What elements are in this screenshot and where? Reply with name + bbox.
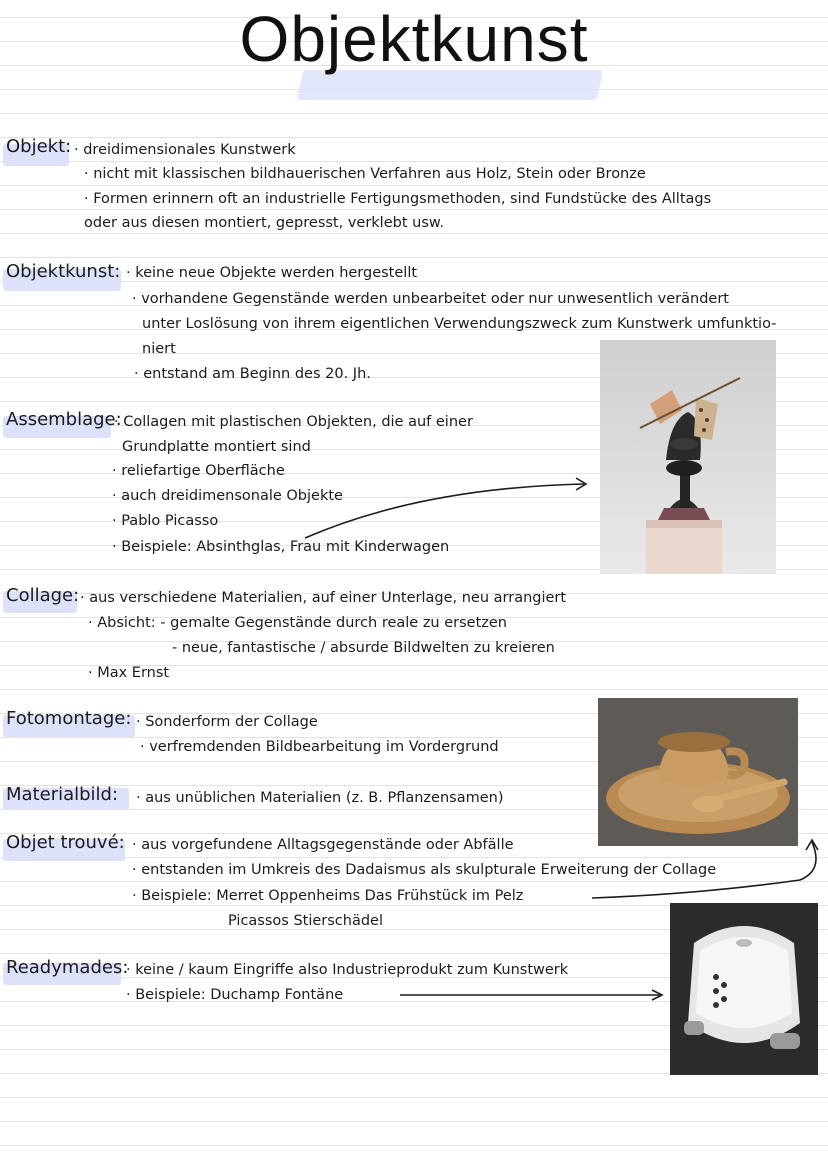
- assemblage-line-3: · reliefartige Oberfläche: [112, 463, 285, 479]
- assemblage-line-4: · auch dreidimensonale Objekte: [112, 488, 343, 504]
- readymades-line-1: · keine / kaum Eingriffe also Industrieprodukt zum Kunstwerk: [126, 962, 569, 978]
- term-materialbild: Materialbild:: [6, 784, 119, 805]
- objet-trouve-line-1: · aus vorgefundene Alltagsgegenstände oder Abfälle: [132, 837, 514, 853]
- collage-line-4: · Max Ernst: [88, 665, 170, 681]
- arrow-absinthglas: [305, 484, 584, 538]
- assemblage-line-6: · Beispiele: Absinthglas, Frau mit Kinderwagen: [112, 539, 450, 555]
- collage-line-3: - neue, fantastische / absurde Bildwelten zu kreieren: [172, 640, 555, 656]
- term-objet-trouve: Objet trouvé:: [6, 832, 125, 853]
- objekt-line-3: · Formen erinnern oft an industrielle Fertigungsmethoden, sind Fundstücke des Alltags: [84, 191, 712, 207]
- page-title: Objektkunst: [239, 3, 589, 75]
- objet-trouve-line-3: · Beispiele: Merret Oppenheims Das Frühstück im Pelz: [132, 888, 524, 904]
- arrow-fruehstueck: [592, 842, 816, 898]
- materialbild-line-1: · aus unüblichen Materialien (z. B. Pflanzensamen): [136, 790, 504, 806]
- term-objekt: Objekt:: [6, 136, 72, 157]
- term-assemblage: Assemblage:: [6, 409, 122, 430]
- collage-line-2: · Absicht: - gemalte Gegenstände durch reale zu ersetzen: [88, 615, 507, 631]
- assemblage-line-1: · Collagen mit plastischen Objekten, die auf einer: [114, 414, 473, 430]
- objet-trouve-line-4: Picassos Stierschädel: [228, 913, 384, 929]
- assemblage-line-5: · Pablo Picasso: [112, 513, 219, 529]
- objet-trouve-line-2: · entstanden im Umkreis des Dadaismus als skulpturale Erweiterung der Collage: [132, 862, 717, 878]
- objektkunst-line-4: niert: [142, 341, 176, 357]
- objekt-line-4: oder aus diesen montiert, gepresst, verklebt usw.: [84, 215, 445, 231]
- term-fotomontage: Fotomontage:: [6, 708, 132, 729]
- objektkunst-line-1: · keine neue Objekte werden hergestellt: [126, 265, 418, 281]
- assemblage-line-2: Grundplatte montiert sind: [122, 439, 311, 455]
- term-objektkunst: Objektkunst:: [6, 261, 121, 282]
- objektkunst-line-3: unter Loslösung von ihrem eigentlichen Verwendungszweck zum Kunstwerk umfunktio-: [142, 316, 777, 332]
- fotomontage-line-1: · Sonderform der Collage: [136, 714, 318, 730]
- readymades-line-2: · Beispiele: Duchamp Fontäne: [126, 987, 344, 1003]
- objekt-line-2: · nicht mit klassischen bildhauerischen Verfahren aus Holz, Stein oder Bronze: [84, 166, 646, 182]
- objektkunst-line-2: · vorhandene Gegenstände werden unbearbeitet oder nur unwesentlich verändert: [132, 291, 729, 307]
- objektkunst-line-5: · entstand am Beginn des 20. Jh.: [134, 366, 371, 382]
- term-collage: Collage:: [6, 585, 80, 606]
- fotomontage-line-2: · verfremdenden Bildbearbeitung im Vordergrund: [140, 739, 499, 755]
- term-readymades: Readymades:: [6, 957, 129, 978]
- collage-line-1: · aus verschiedene Materialien, auf einer Unterlage, neu arrangiert: [80, 590, 567, 606]
- objekt-line-1: · dreidimensionales Kunstwerk: [74, 142, 296, 158]
